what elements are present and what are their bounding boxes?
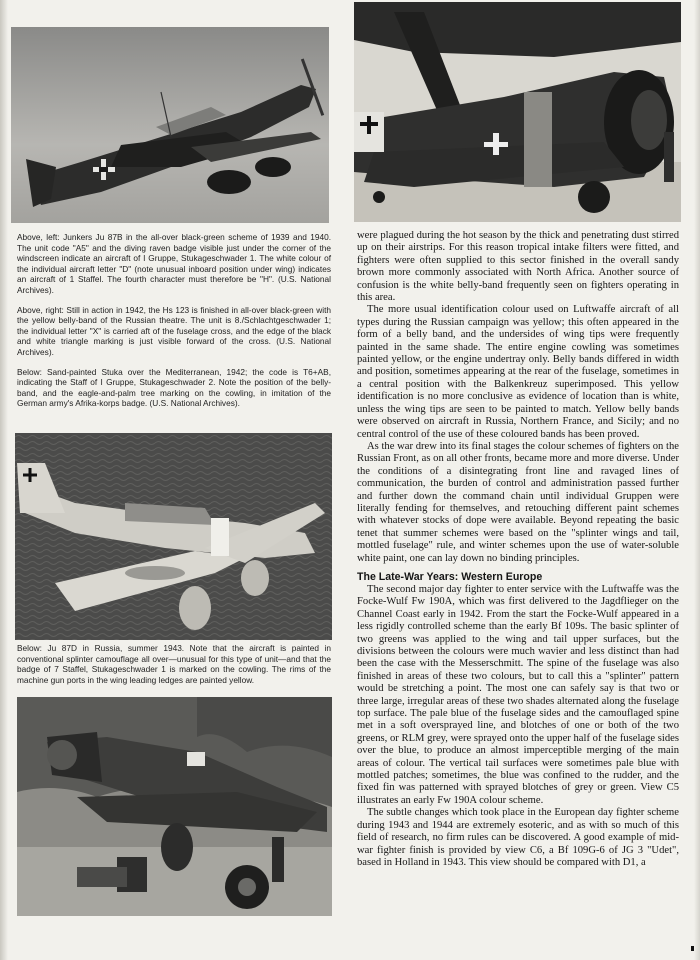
photo-sand-stuka	[15, 433, 332, 640]
caption-above-right: Above, right: Still in action in 1942, the Hs 123 is finished in all-over black-green with the yellow belly-band of the Russian theatre. The unit is 8./Schlachtgeschwader 1; the individual letter "X" is carried aft of the fuselage cross, and the edge of the black and white triangle marking is just visible forward of the cross. (U.S. National Archives).	[17, 304, 331, 357]
page-edge	[694, 0, 700, 960]
body-paragraph: As the war drew into its final stages the colour schemes of fighters on the Russian Front, as on all other fronts, became more and more diverse. Under the conditions of a disintegrating front line and ravaged lines of communication, the burden of control and administration passed further and further down the command chain until individual Gruppen were literally fending for themselves, and retouching different paint schemes with whatever stocks of dope were available. Beyond repeating the basic tenet that summer schemes were based on the "splinter wings and tail, mottled fuselage" rule, and winter schemes upon the use of water-soluble white paint, one can lay down no binding principles.	[357, 440, 679, 564]
caption-below-stuka: Below: Sand-painted Stuka over the Mediterranean, 1942; the code is T6+AB, indicating the Staff of I Gruppe, Stukageschwader 2. Note the position of the belly-band, and the eagle-and-palm tree marking on the cowling, in imitation of the German army's Afrika-korps badge. (U.S. National Archives).	[17, 366, 331, 409]
photo-ju87d-russia	[17, 697, 332, 916]
caption-above-left: Above, left: Junkers Ju 87B in the all-over black-green scheme of 1939 and 1940. The unit code "A5" and the diving raven badge visible just under the corner of the windscreen indicate an aircraft of I Gruppe, Stukageschwader 1. The white colour of the individual aircraft letter "D" (note unusual inboard position under wing) indicates an aircraft of 1 Staffel. The fourth character must therefore be "H". (U.S. National Archives).	[17, 232, 331, 295]
body-paragraph: The second major day fighter to enter service with the Luftwaffe was the Focke-Wulf Fw 190A, which was first delivered to the Jagdflieger on the Channel Coast early in 1942. From the start the Focke-Wulf appeared in a less rigidly controlled scheme than the early Bf 109s. The basic splinter of two greens was applied to the wing and tail upper surfaces, but the divisions between the colours were much wavier and less distinct than had been the case with the Messerschmitt. The spine of the fuselage was also finished in areas of these two colours, but to call this a "splinter" pattern would be stretching a point. The most one can safely say is that two or three large, irregular areas of these two shades alternated along the fuselage top surface. The pale blue of the fuselage sides and the camouflaged spine met in a soft oversprayed line, and blotches of one or both of the two greens, or RLM grey, were sprayed onto the upper half of the fuselage sides over the blue, to produce an almost imperceptible merging of the main areas of colour. The vertical tail surfaces were sometimes pale blue with mottled patches; sometimes, the blue was confined to the rudder, and the fixed fin was patterned with sprayed blotches of grey or green. View C5 illustrates an early Fw 190A colour scheme.	[357, 583, 679, 806]
caption-column	[17, 232, 331, 418]
body-paragraph: were plagued during the hot season by the thick and penetrating dust stirred up on their airstrips. For this reason tropical intake filters were fitted, and fighters were often supplied to this sector finished in the overall sandy brown more commonly associated with North Africa. Another source of confusion is the white belly-band frequently seen on fighters operating in this area.	[357, 230, 679, 304]
section-heading: The Late-War Years: Western Europe	[357, 570, 543, 583]
caption-ju87d-block	[17, 643, 331, 694]
photo-ju87b-black-green	[11, 27, 329, 223]
body-paragraph: The subtle changes which took place in the European day fighter scheme during 1943 and 1944 are extremely esoteric, and as with so much of this field of research, no firm rules can be discovered. A good example of mid-war fighter finish is provided by view C6, a Bf 109G-6 of JG 3 "Udet", based in Holland in 1943. This view should be compared with D1, a	[357, 807, 679, 868]
photo-hs123	[354, 2, 681, 222]
page-edge	[0, 0, 8, 960]
article-body	[357, 230, 679, 869]
page-mark	[691, 946, 694, 951]
caption-below-ju87d: Below: Ju 87D in Russia, summer 1943. Note that the aircraft is painted in conventional splinter camouflage all over—unusual for this type of unit—and that the badge of 7 Staffel, Stukageschwader 1 is marked on the cowling. The rims of the machine gun ports in the wing leading ledges are painted yellow.	[17, 643, 331, 685]
body-paragraph: The more usual identification colour used on Luftwaffe aircraft of all types during the Russian campaign was yellow; this often appeared in the form of a belly band, and the undersides of wing tips were frequently painted in the same shade. The entire engine cowling was sometimes painted yellow, or the engine undertray only. Belly bands differed in width and position, sometimes appearing at the rear of the fuselage, sometimes in a central position with the Balkenkreuz superimposed. This yellow identification is no more conclusive as evidence of location than is white, unless the wing tips are seen to be painted to match. Yellow belly bands were observed on aircraft in Russia, Northern France, and Sicily; and no central control of the use of these coloured bands has been proved.	[357, 304, 679, 440]
